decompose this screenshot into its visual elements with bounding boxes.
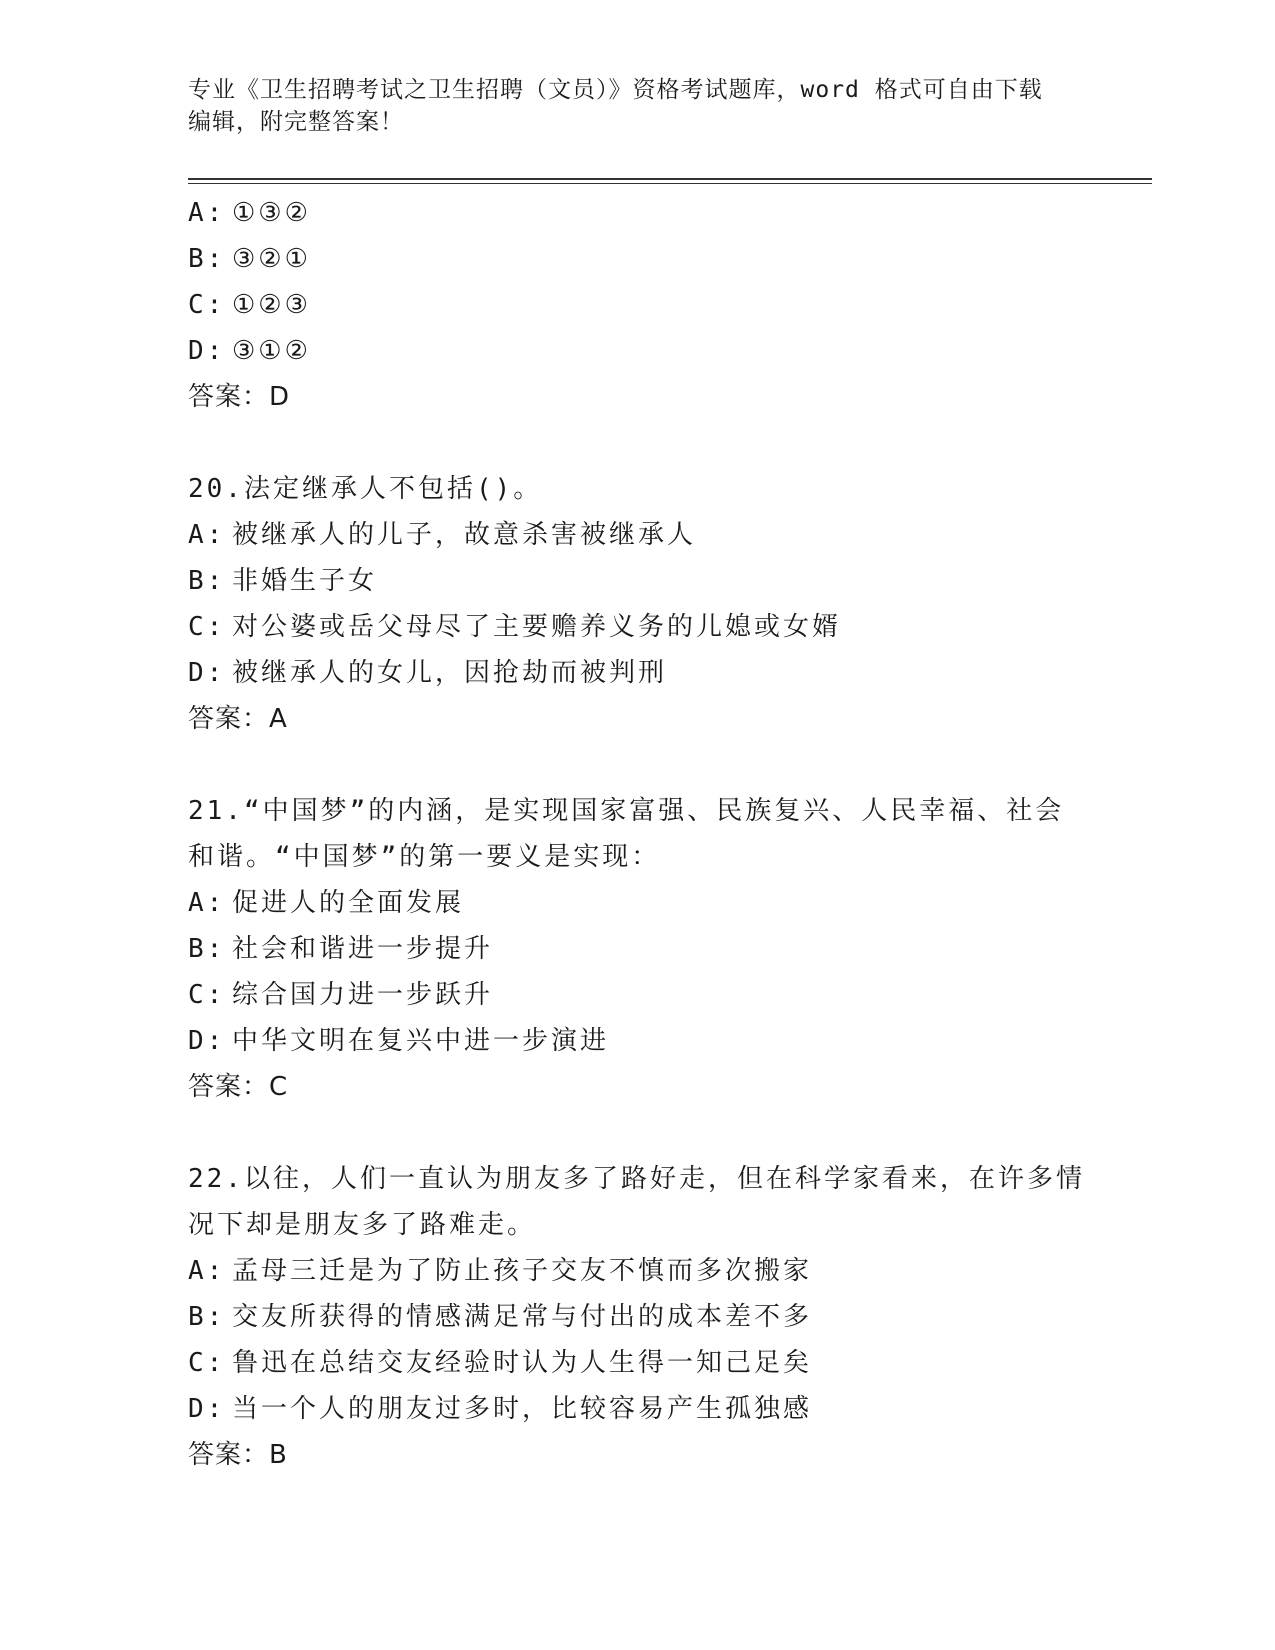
question-stem: 20.法定继承人不包括()。 [188,474,543,504]
option-b: B: 社会和谐进一步提升 [188,934,494,964]
question-stem-line-2: 况下却是朋友多了路难走。 [188,1210,537,1240]
option-a: A: ①③② [188,198,311,228]
option-c: C: 对公婆或岳父母尽了主要赡养义务的儿媳或女婿 [188,612,842,642]
option-c: C: 综合国力进一步跃升 [188,980,494,1010]
question-stem-line-1: 21.“中国梦”的内涵，是实现国家富强、民族复兴、人民幸福、社会 [188,796,1065,826]
answer-line: 答案：A [188,704,288,734]
option-b: B: 交友所获得的情感满足常与付出的成本差不多 [188,1302,813,1332]
option-c: C: 鲁迅在总结交友经验时认为人生得一知己足矣 [188,1348,813,1378]
question-stem-line-1: 22.以往，人们一直认为朋友多了路好走，但在科学家看来，在许多情 [188,1164,1085,1194]
option-d: D: 被继承人的女儿，因抢劫而被判刑 [188,658,668,688]
answer-line: 答案：B [188,1440,288,1470]
option-d: D: 当一个人的朋友过多时，比较容易产生孤独感 [188,1394,813,1424]
header-rule-thin [188,183,1152,184]
option-a: A: 促进人的全面发展 [188,888,465,918]
option-b: B: 非婚生子女 [188,566,378,596]
option-d: D: ③①② [188,336,311,366]
header-rule-thick [188,178,1152,180]
answer-line: 答案：D [188,382,291,412]
question-stem-line-2: 和谐。“中国梦”的第一要义是实现： [188,842,661,872]
option-a: A: 被继承人的儿子，故意杀害被继承人 [188,520,697,550]
question-21 [188,788,1088,1110]
document-header [188,74,1088,138]
question-content [188,190,1088,1478]
question-22 [188,1156,1088,1478]
option-b: B: ③②① [188,244,311,274]
option-c: C: ①②③ [188,290,311,320]
question-20 [188,466,1088,742]
answer-line: 答案：C [188,1072,289,1102]
header-line-2: 编辑，附完整答案！ [188,109,404,135]
prev-question-options [188,190,1088,420]
option-a: A: 孟母三迁是为了防止孩子交友不慎而多次搬家 [188,1256,813,1286]
option-d: D: 中华文明在复兴中进一步演进 [188,1026,610,1056]
header-line-1: 专业《卫生招聘考试之卫生招聘（文员）》资格考试题库，word 格式可自由下载 [188,77,1043,103]
